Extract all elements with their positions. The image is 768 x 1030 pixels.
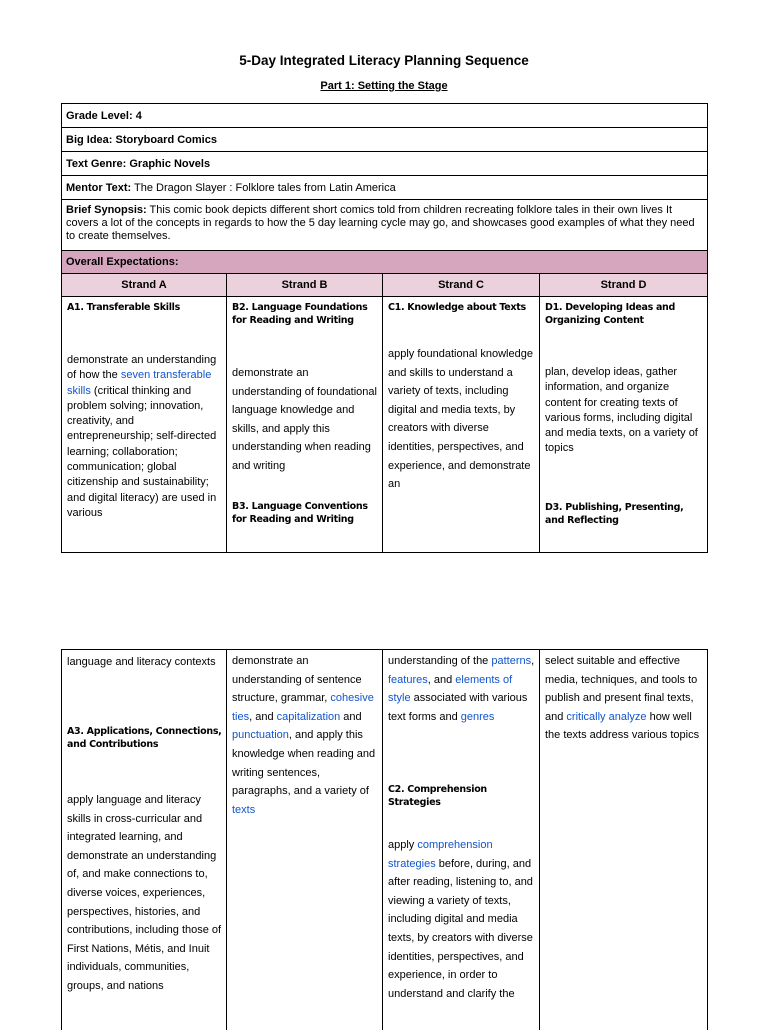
c2-heading: C2. Comprehension Strategies xyxy=(388,783,535,809)
planning-table-continued xyxy=(61,649,708,1030)
b3-text: demonstrate an understanding of sentence structure, grammar, cohesive ties, and capitalization and punctuation, and apply this knowledge when reading and writing sentences, paragraphs, and a variety of texts xyxy=(232,652,378,819)
strand-b-cell-continued xyxy=(227,650,383,1030)
cohesive-ties-link[interactable]: cohesive ties xyxy=(232,692,374,723)
d3-heading: D3. Publishing, Presenting, and Reflecting xyxy=(545,501,703,527)
c1-text: apply foundational knowledge and skills to understand a variety of texts, including digital and media texts, by creators with diverse identities, perspectives, and experience, and demonstrate an xyxy=(388,345,535,494)
comprehension-strategies-link[interactable]: comprehension strategies xyxy=(388,839,493,870)
strand-b-header: Strand B xyxy=(227,274,383,297)
b2-text: demonstrate an understanding of foundational language knowledge and skills, and apply this understanding when reading and writing xyxy=(232,364,378,476)
big-idea: Big Idea: Storyboard Comics xyxy=(66,134,217,146)
c1-heading: C1. Knowledge about Texts xyxy=(388,301,535,314)
punctuation-link[interactable]: punctuation xyxy=(232,729,289,741)
synopsis-value: This comic book depicts different short comics told from children recreating folklore tales in their own lives It covers a lot of the concepts in regards to how the 5 day learning cycle may go, and showcases good examples of what they need to create themselves. xyxy=(66,204,695,242)
seven-transferable-skills-link[interactable]: seven transferable skills xyxy=(67,369,211,396)
a1-heading: A1. Transferable Skills xyxy=(67,301,222,314)
big-idea-row xyxy=(62,128,708,152)
capitalization-link[interactable]: capitalization xyxy=(277,711,341,723)
overall-expectations-row xyxy=(62,251,708,274)
patterns-link[interactable]: patterns xyxy=(491,655,531,667)
strand-b-cell xyxy=(227,297,383,553)
strand-d-cell-continued xyxy=(540,650,708,1030)
c2-text: apply comprehension strategies before, during, and after reading, listening to, and viewing a variety of texts, including digital and media texts, by creators with diverse identities, perspectives, and experience, in order to understand and clarify the xyxy=(388,836,535,1003)
strand-c-header: Strand C xyxy=(383,274,540,297)
strand-c-cell xyxy=(383,297,540,553)
b3-heading: B3. Language Conventions for Reading and Writing xyxy=(232,500,378,526)
synopsis-row xyxy=(62,200,708,251)
planning-table xyxy=(61,103,708,553)
grade-level: Grade Level: 4 xyxy=(66,110,142,122)
strand-c-cell-continued xyxy=(383,650,540,1030)
text-genre: Text Genre: Graphic Novels xyxy=(66,158,210,170)
strand-a-cell xyxy=(62,297,227,553)
mentor-text-value: The Dragon Slayer : Folklore tales from Latin America xyxy=(131,182,396,194)
features-link[interactable]: features xyxy=(388,674,428,686)
d1-heading: D1. Developing Ideas and Organizing Content xyxy=(545,301,703,327)
mentor-text-row xyxy=(62,176,708,200)
a3-text: apply language and literacy skills in cross-curricular and integrated learning, and demonstrate an understanding of, and make connections to, diverse voices, experiences, perspectives, histories, and contributions, including those of First Nations, Métis, and Inuit individuals, communities, groups, and nations xyxy=(67,791,222,996)
strand-d-cell xyxy=(540,297,708,553)
a3-heading: A3. Applications, Connections, and Contributions xyxy=(67,725,222,751)
c1-text-continued: understanding of the patterns, features, and elements of style associated with various text forms and genres xyxy=(388,652,535,726)
a1-text-continued: language and literacy contexts xyxy=(67,654,222,670)
overall-expectations-label: Overall Expectations: xyxy=(66,256,179,268)
strand-a-cell-continued xyxy=(62,650,227,1030)
b2-heading: B2. Language Foundations for Reading and Writing xyxy=(232,301,378,327)
strand-d-header: Strand D xyxy=(540,274,708,297)
grade-level-row xyxy=(62,104,708,128)
synopsis-label: Brief Synopsis: xyxy=(66,204,147,216)
genres-link[interactable]: genres xyxy=(461,711,495,723)
texts-link[interactable]: texts xyxy=(232,804,255,816)
d3-text: select suitable and effective media, techniques, and tools to publish and present final texts, and critically analyze how well the texts address various topics xyxy=(545,652,703,745)
a1-text: demonstrate an understanding of how the seven transferable skills (critical thinking and problem solving; innovation, creativity, and entrepreneurship; self-directed learning; collaboration; communication; global citizenship and sustainability; and digital literacy) are used in various xyxy=(67,353,222,521)
d1-text: plan, develop ideas, gather information, and organize content for creating texts of various forms, including digital and media texts, on a variety of topics xyxy=(545,365,703,457)
elements-of-style-link[interactable]: elements of style xyxy=(388,674,512,705)
mentor-text-label: Mentor Text: xyxy=(66,182,131,194)
document-subtitle: Part 1: Setting the Stage xyxy=(0,80,768,92)
document-title: 5-Day Integrated Literacy Planning Sequence xyxy=(0,53,768,68)
critically-analyze-link[interactable]: critically analyze xyxy=(566,711,646,723)
text-genre-row xyxy=(62,152,708,176)
strand-a-header: Strand A xyxy=(62,274,227,297)
